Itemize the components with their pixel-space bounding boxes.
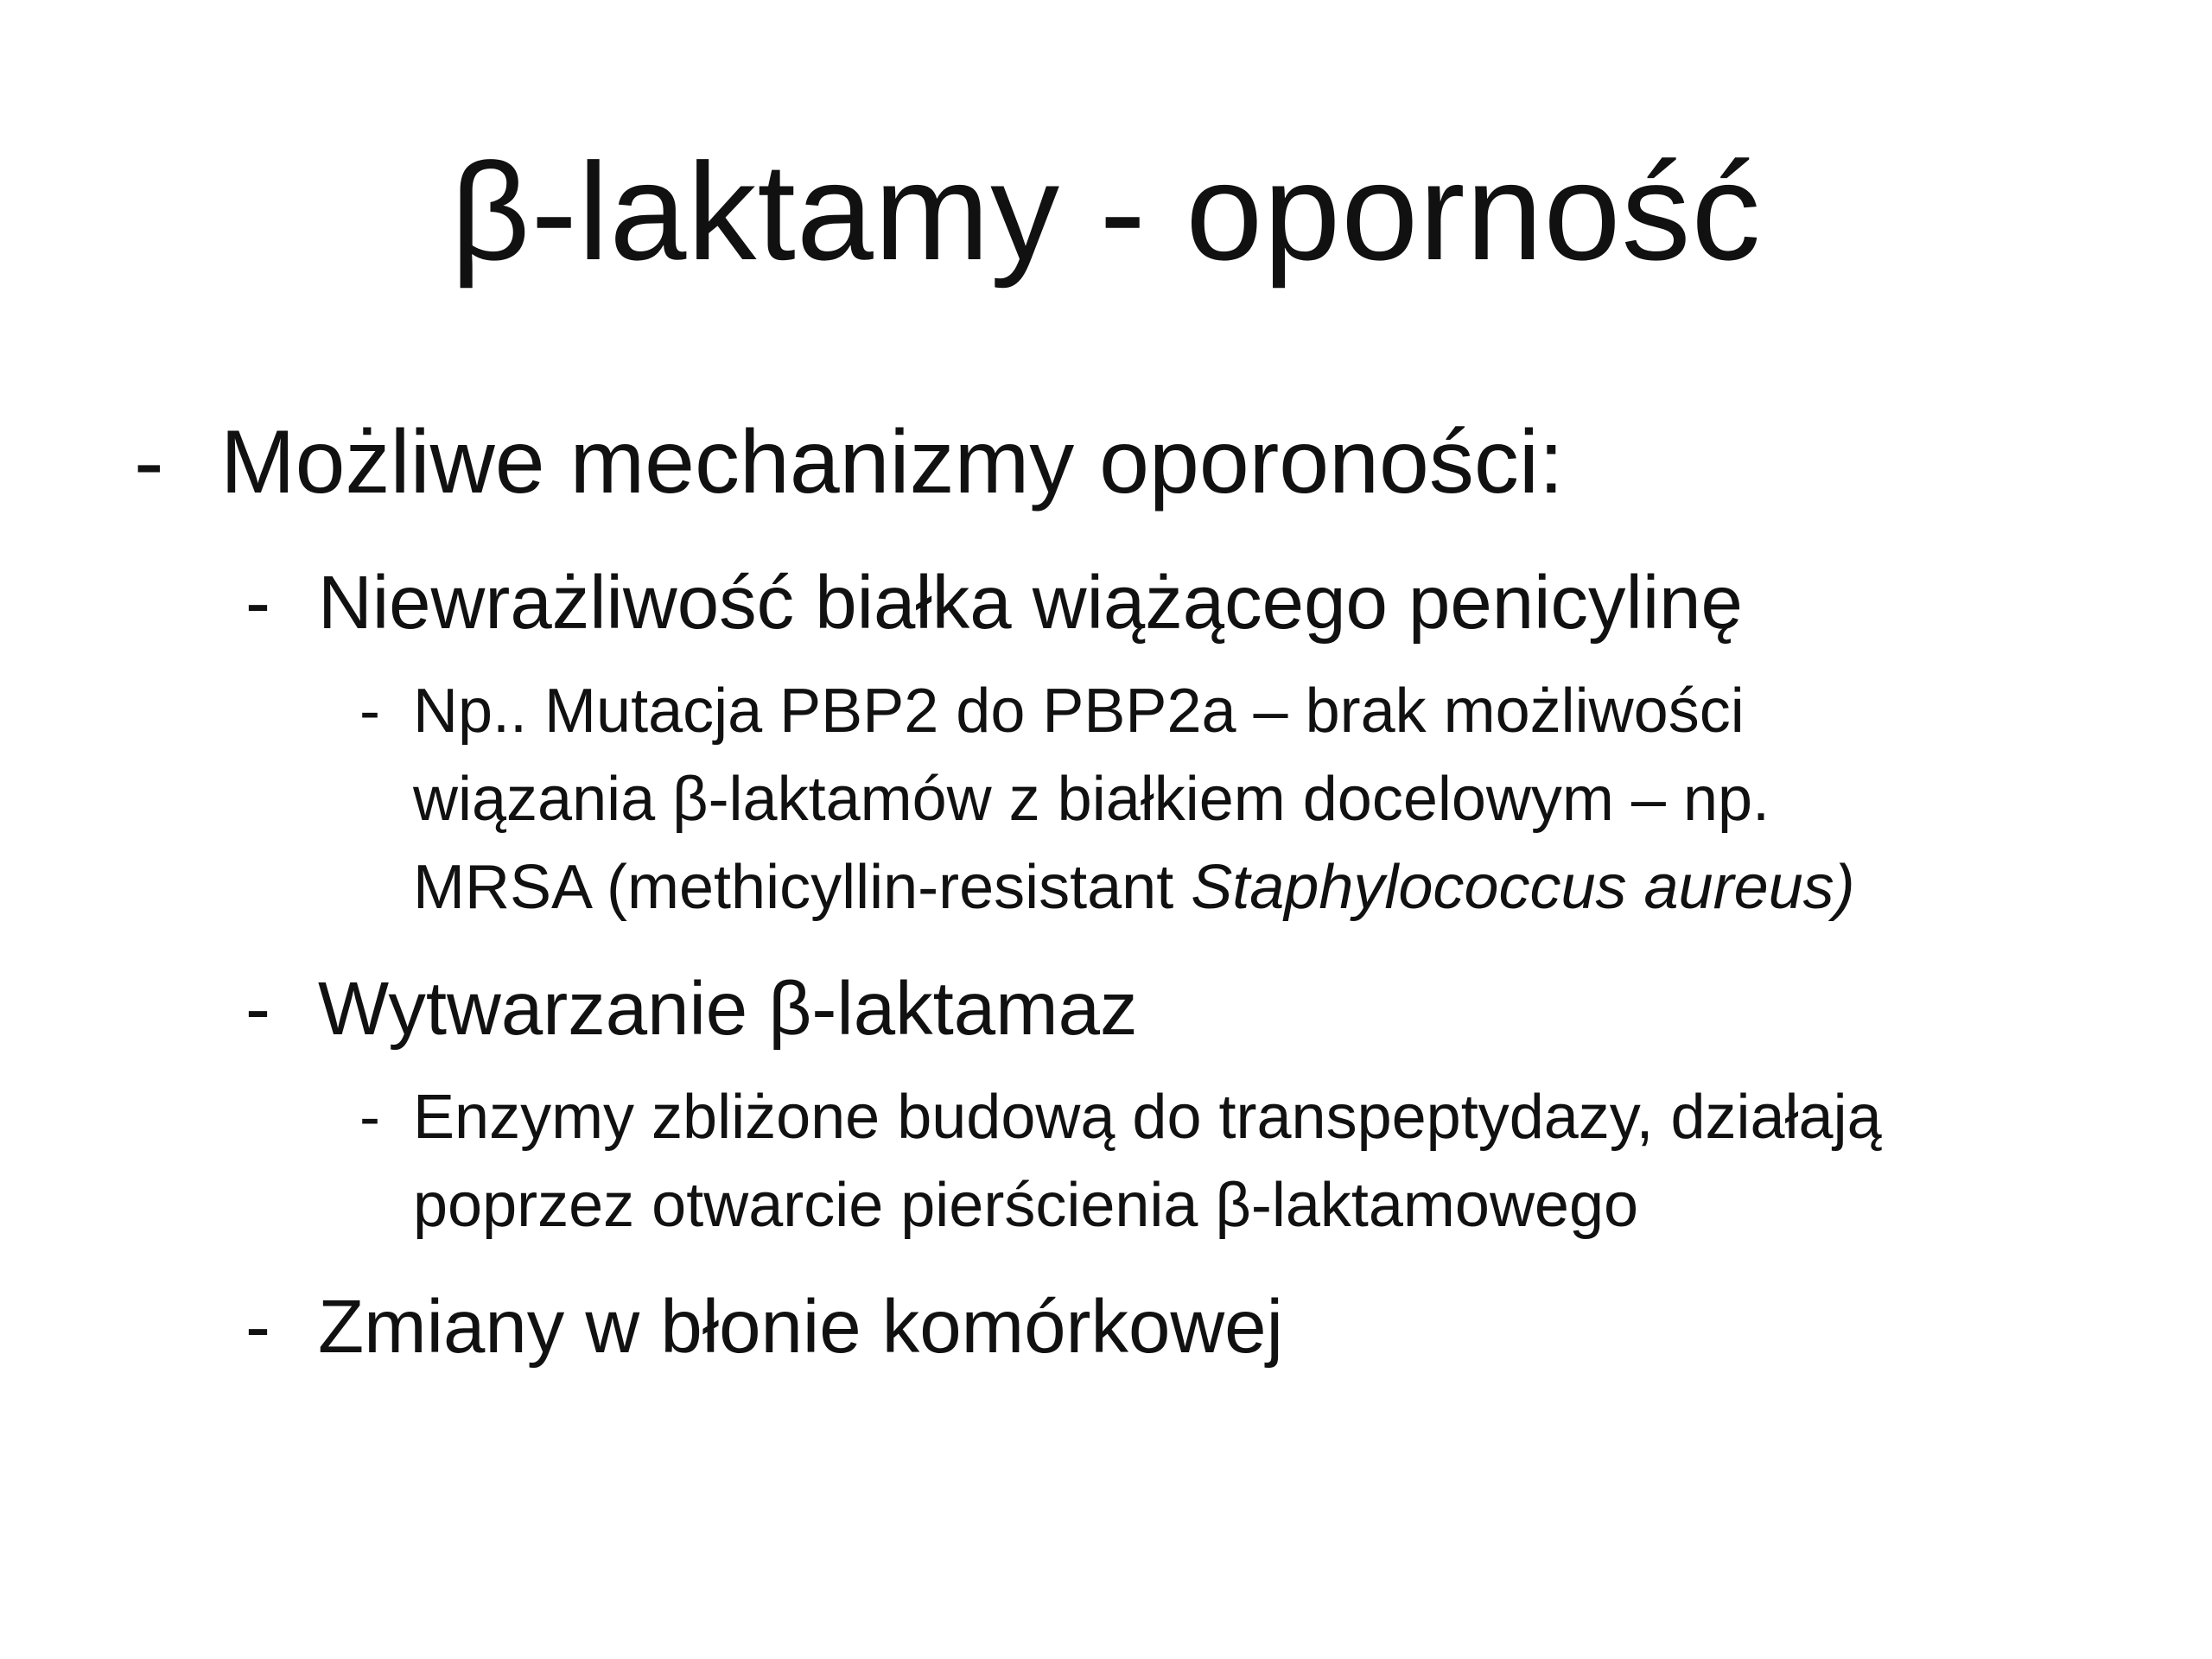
slide-title: β-laktamy - oporność	[450, 134, 1762, 289]
bullet-text-line3: MRSA (methicyllin-resistant	[413, 853, 1192, 922]
bullet-dash: -	[359, 1083, 380, 1152]
bullet-level3-pbp2a-mutation	[359, 667, 2055, 931]
bullet-level2-beta-lactamase	[245, 957, 2046, 1061]
bullet-dash: -	[245, 561, 270, 645]
bullet-level2-membrane-changes	[245, 1275, 2046, 1379]
bullet-level2-pbp-insensitivity	[245, 551, 2046, 655]
bullet-dash: -	[134, 412, 164, 512]
bullet-text: Wytwarzanie β-laktamaz	[318, 967, 1138, 1051]
bullet-level3-enzymes	[359, 1073, 2055, 1249]
bullet-text: Niewrażliwość białka wiążącego penicylinę	[318, 561, 1743, 645]
bullet-text-line1: Np.. Mutacja PBP2 do PBP2a – brak możliwości	[413, 677, 1745, 746]
bullet-text-italic-species: Staphylococcus aureus)	[1191, 853, 1855, 922]
bullet-dash: -	[245, 1285, 270, 1369]
bullet-dash: -	[245, 967, 270, 1051]
bullet-list	[0, 397, 2212, 1379]
bullet-text-line2: poprzez otwarcie pierścienia β-laktamowego	[413, 1171, 1639, 1240]
bullet-dash: -	[359, 677, 380, 746]
bullet-text-line2: wiązania β-laktamów z białkiem docelowym – np.	[413, 765, 1770, 834]
bullet-level1-mechanisms	[134, 397, 2121, 527]
bullet-text: Możliwe mechanizmy oporoności:	[220, 412, 1564, 512]
bullet-text: Zmiany w błonie komórkowej	[318, 1285, 1283, 1369]
bullet-text-line1: Enzymy zbliżone budową do transpeptydazy, działają	[413, 1083, 1882, 1152]
